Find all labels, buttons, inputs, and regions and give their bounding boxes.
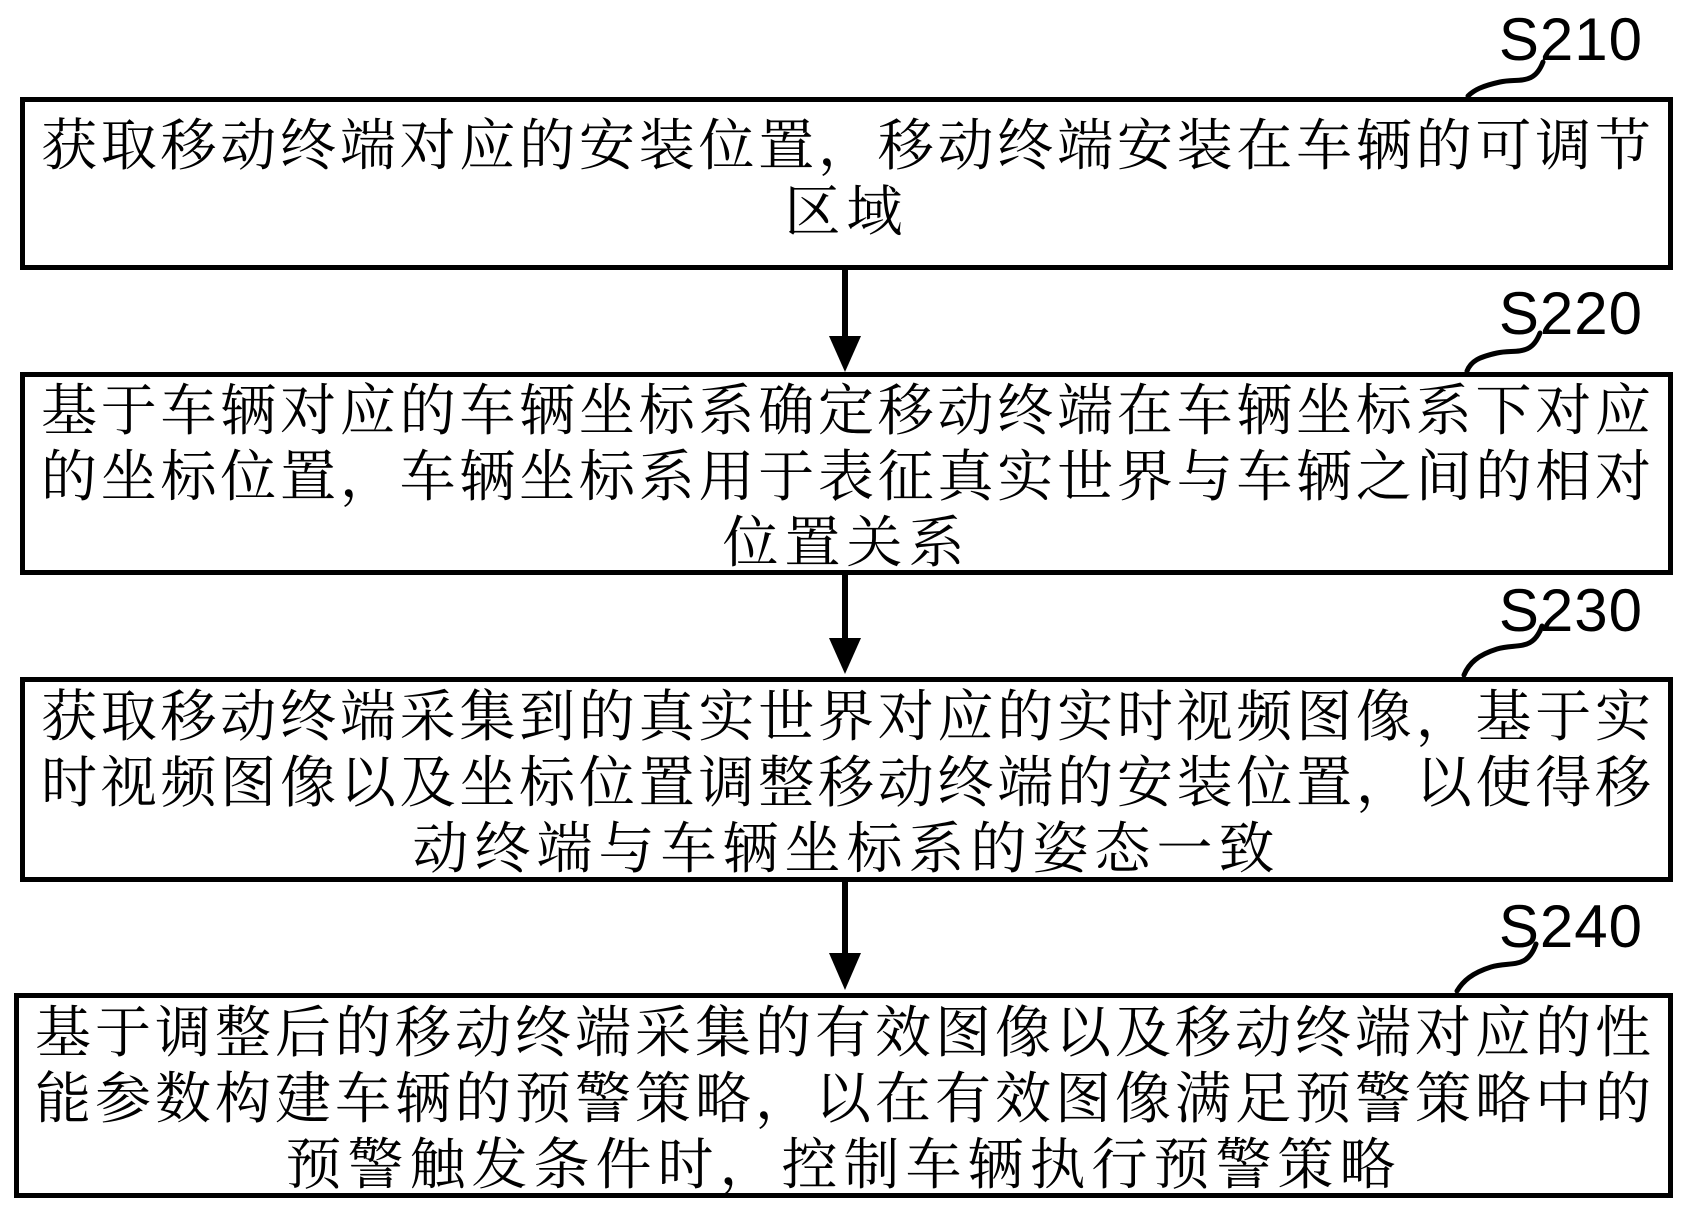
step-text-line: 获取移动终端采集到的真实世界对应的实时视频图像，基于实 (41, 687, 1652, 749)
step-label-s230: S230 (1498, 577, 1643, 644)
step-text-line: 基于车辆对应的车辆坐标系确定移动终端在车辆坐标系下对应 (41, 381, 1652, 443)
step-box-s210 (20, 97, 1673, 270)
step-text-line: 预警触发条件时，控制车辆执行预警策略 (285, 1135, 1402, 1197)
step-label-s240: S240 (1498, 893, 1643, 960)
step-text-line: 位置关系 (722, 513, 971, 575)
step-text-line: 基于调整后的移动终端采集的有效图像以及移动终端对应的性 (35, 1003, 1652, 1065)
flow-arrow-2 (829, 573, 861, 674)
step-text-line: 能参数构建车辆的预警策略，以在有效图像满足预警策略中的 (35, 1069, 1652, 1131)
step-text-line: 获取移动终端对应的安装位置，移动终端安装在车辆的可调节 (41, 116, 1652, 178)
step-label-s210: S210 (1498, 6, 1643, 73)
step-text-line: 动终端与车辆坐标系的姿态一致 (412, 819, 1281, 881)
flow-arrow-3 (829, 880, 861, 990)
step-label-s220: S220 (1498, 280, 1643, 347)
step-text-line: 的坐标位置，车辆坐标系用于表征真实世界与车辆之间的相对 (41, 447, 1652, 509)
step-text-line: 区域 (784, 182, 909, 244)
step-box-s220 (20, 372, 1673, 575)
flow-arrow-1 (829, 268, 861, 372)
step-box-s230 (20, 677, 1673, 882)
step-box-s240 (14, 993, 1673, 1198)
step-text-line: 时视频图像以及坐标位置调整移动终端的安装位置，以使得移 (41, 753, 1652, 815)
